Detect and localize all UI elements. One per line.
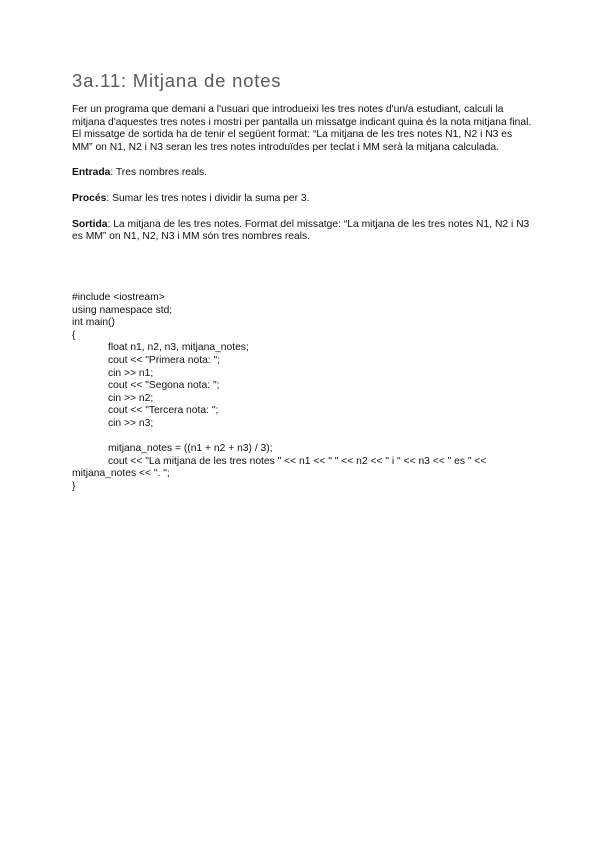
sortida-label: Sortida [72, 218, 108, 230]
code-line: { [72, 329, 76, 341]
code-line: float n1, n2, n3, mitjana_notes; [108, 342, 249, 354]
page-title: 3a.11: Mitjana de notes [72, 70, 282, 91]
code-block [72, 292, 532, 494]
code-line: cout << "La mitjana de les tres notes " << n1 << " " << n2 << " i " << n3 << " es " << [108, 455, 487, 467]
proces-label: Procés [72, 192, 107, 204]
code-line: using namespace std; [72, 304, 173, 316]
code-line: int main() [72, 317, 115, 329]
entrada-text: : Tres nombres reals. [110, 167, 208, 179]
code-line: cin >> n2; [108, 392, 154, 404]
code-line: mitjana_notes << ". "; [72, 468, 170, 480]
entrada-label: Entrada [72, 167, 111, 179]
intro-paragraph: Fer un programa que demani a l'usuari que introdueixi les tres notes d'un/a estudiant, calculi la mitjana d'aquestes tres notes i mostri per pantalla un missatge indicant quina és la nota mitjana final. El missatge de sortida ha de tenir el següent format: “La mitjana de les tres notes N1, N2 i N3 es MM” on N1, N2 i N3 seran les tres notes introduïdes per teclat i MM serà la mitjana calculada. [72, 104, 532, 153]
proces-paragraph [72, 193, 532, 206]
code-blank-line [72, 431, 532, 444]
document-body [72, 70, 532, 257]
sortida-paragraph [72, 219, 532, 244]
code-line: cout << "Primera nota: "; [108, 354, 221, 366]
code-line: } [72, 480, 76, 492]
code-line: cout << "Tercera nota: "; [108, 405, 219, 417]
code-line: cin >> n1; [108, 367, 154, 379]
proces-text: : Sumar les tres notes i dividir la suma per 3. [106, 192, 310, 204]
entrada-paragraph [72, 167, 532, 180]
code-line: mitjana_notes = ((n1 + n2 + n3) / 3); [108, 443, 273, 455]
code-line: cout << "Segona nota: "; [108, 380, 220, 392]
code-line: #include <iostream> [72, 292, 165, 303]
code-line: cin >> n3; [108, 417, 154, 429]
sortida-text: : La mitjana de les tres notes. Format del missatge: “La mitjana de les tres notes N1, N2 i N3 es MM” on N1, N2, N3 i MM són tres nombres reals. [72, 218, 530, 243]
